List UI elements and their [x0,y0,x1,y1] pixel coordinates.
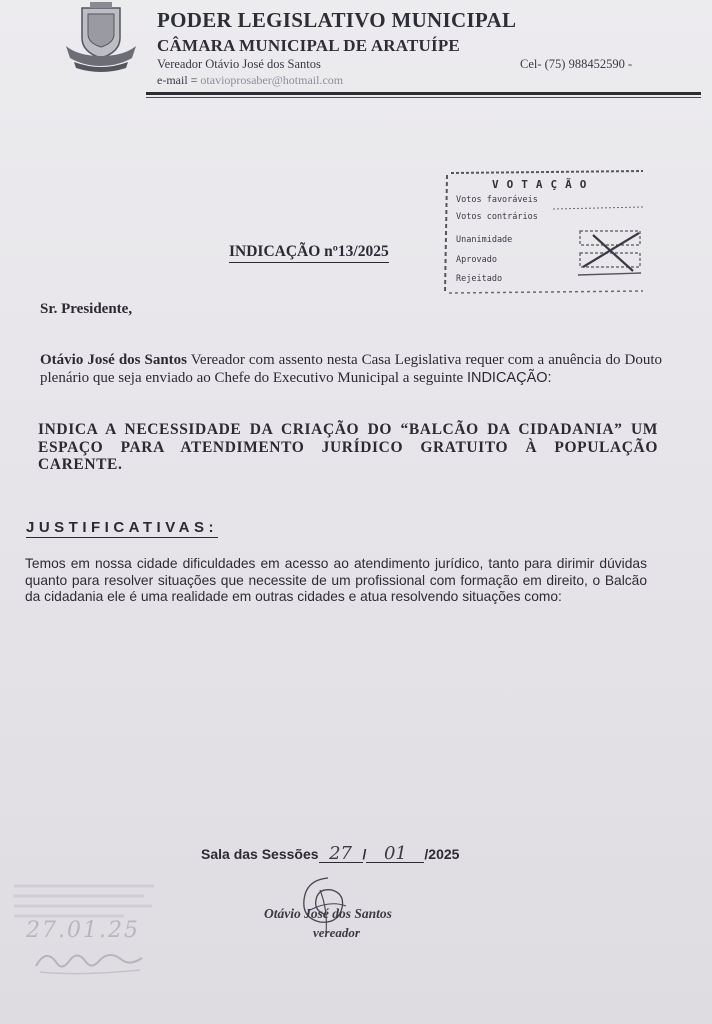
faded-receipt-date: 27.01.25 [26,918,140,943]
letterhead-subtitle: CÂMARA MUNICIPAL DE ARATUÍPE [157,36,460,55]
sala-label: Sala das Sessões [201,846,319,862]
email-label: e-mail = [157,73,201,87]
justificativas-heading: JUSTIFICATIVAS: [26,519,218,536]
justificativas-text: Temos em nossa cidade dificuldades em acesso ao atendimento jurídico, tanto para dirimir dúvidas quanto para resolver situações que necessite de um profissional com formação em direito, o Balcão da cidadania ele é uma realidade em outras cidades e atua resolvendo situações como: [25,556,647,604]
salutation: Sr. Presidente, [40,301,133,317]
request-text: Vereador com assento nesta Casa Legislativa requer com a anuência do Douto plenário que seja enviado ao Chefe do Executivo Municipal a seguinte [40,352,662,386]
author-name: Otávio José dos Santos [40,352,188,368]
stamp-line-aprovado: Aprovado [456,255,497,265]
signer-role: vereador [313,925,360,940]
stamp-line-contrarios: Votos contrários [456,212,538,222]
date-month: 01 [366,846,424,863]
stamp-line-unanimidade: Unanimidade [456,235,513,245]
indica-statement: INDICA A NECESSIDADE DA CRIAÇÃO DO “BALCÃO DA CIDADANIA” UM ESPAÇO PARA ATENDIMENTO JURÍDICO GRATUITO À POPULAÇÃO CARENTE. [38,421,658,473]
session-date: Sala das Sessões 27 / 01 /2025 [201,843,460,864]
date-year: /2025 [424,846,460,862]
letterhead-vereador: Vereador Otávio José dos Santos [157,57,321,71]
signer-name: Otávio José dos Santos [264,906,392,921]
stamp-line-favoraveis: Votos favoráveis [456,195,538,205]
coat-of-arms-icon [60,2,142,76]
stamp-title: VOTAÇÃO [492,178,595,191]
letterhead-title: PODER LEGISLATIVO MUNICIPAL [157,8,517,32]
date-day: 27 [319,846,363,863]
indicacao-heading: INDICAÇÃO nº13/2025 [229,243,389,263]
request-paragraph [40,351,662,387]
indicacao-keyword: INDICAÇÃO: [466,370,552,386]
stamp-line-rejeitado: Rejeitado [456,274,503,284]
letterhead-phone: Cel- (75) 988452590 - [520,57,633,71]
letterhead-rule [146,92,701,95]
letterhead-email [157,73,343,88]
letterhead-rule-thin [146,97,701,98]
email-address: otavioprosaber@hotmail.com [200,73,344,87]
faded-receipt-signature [30,942,160,978]
